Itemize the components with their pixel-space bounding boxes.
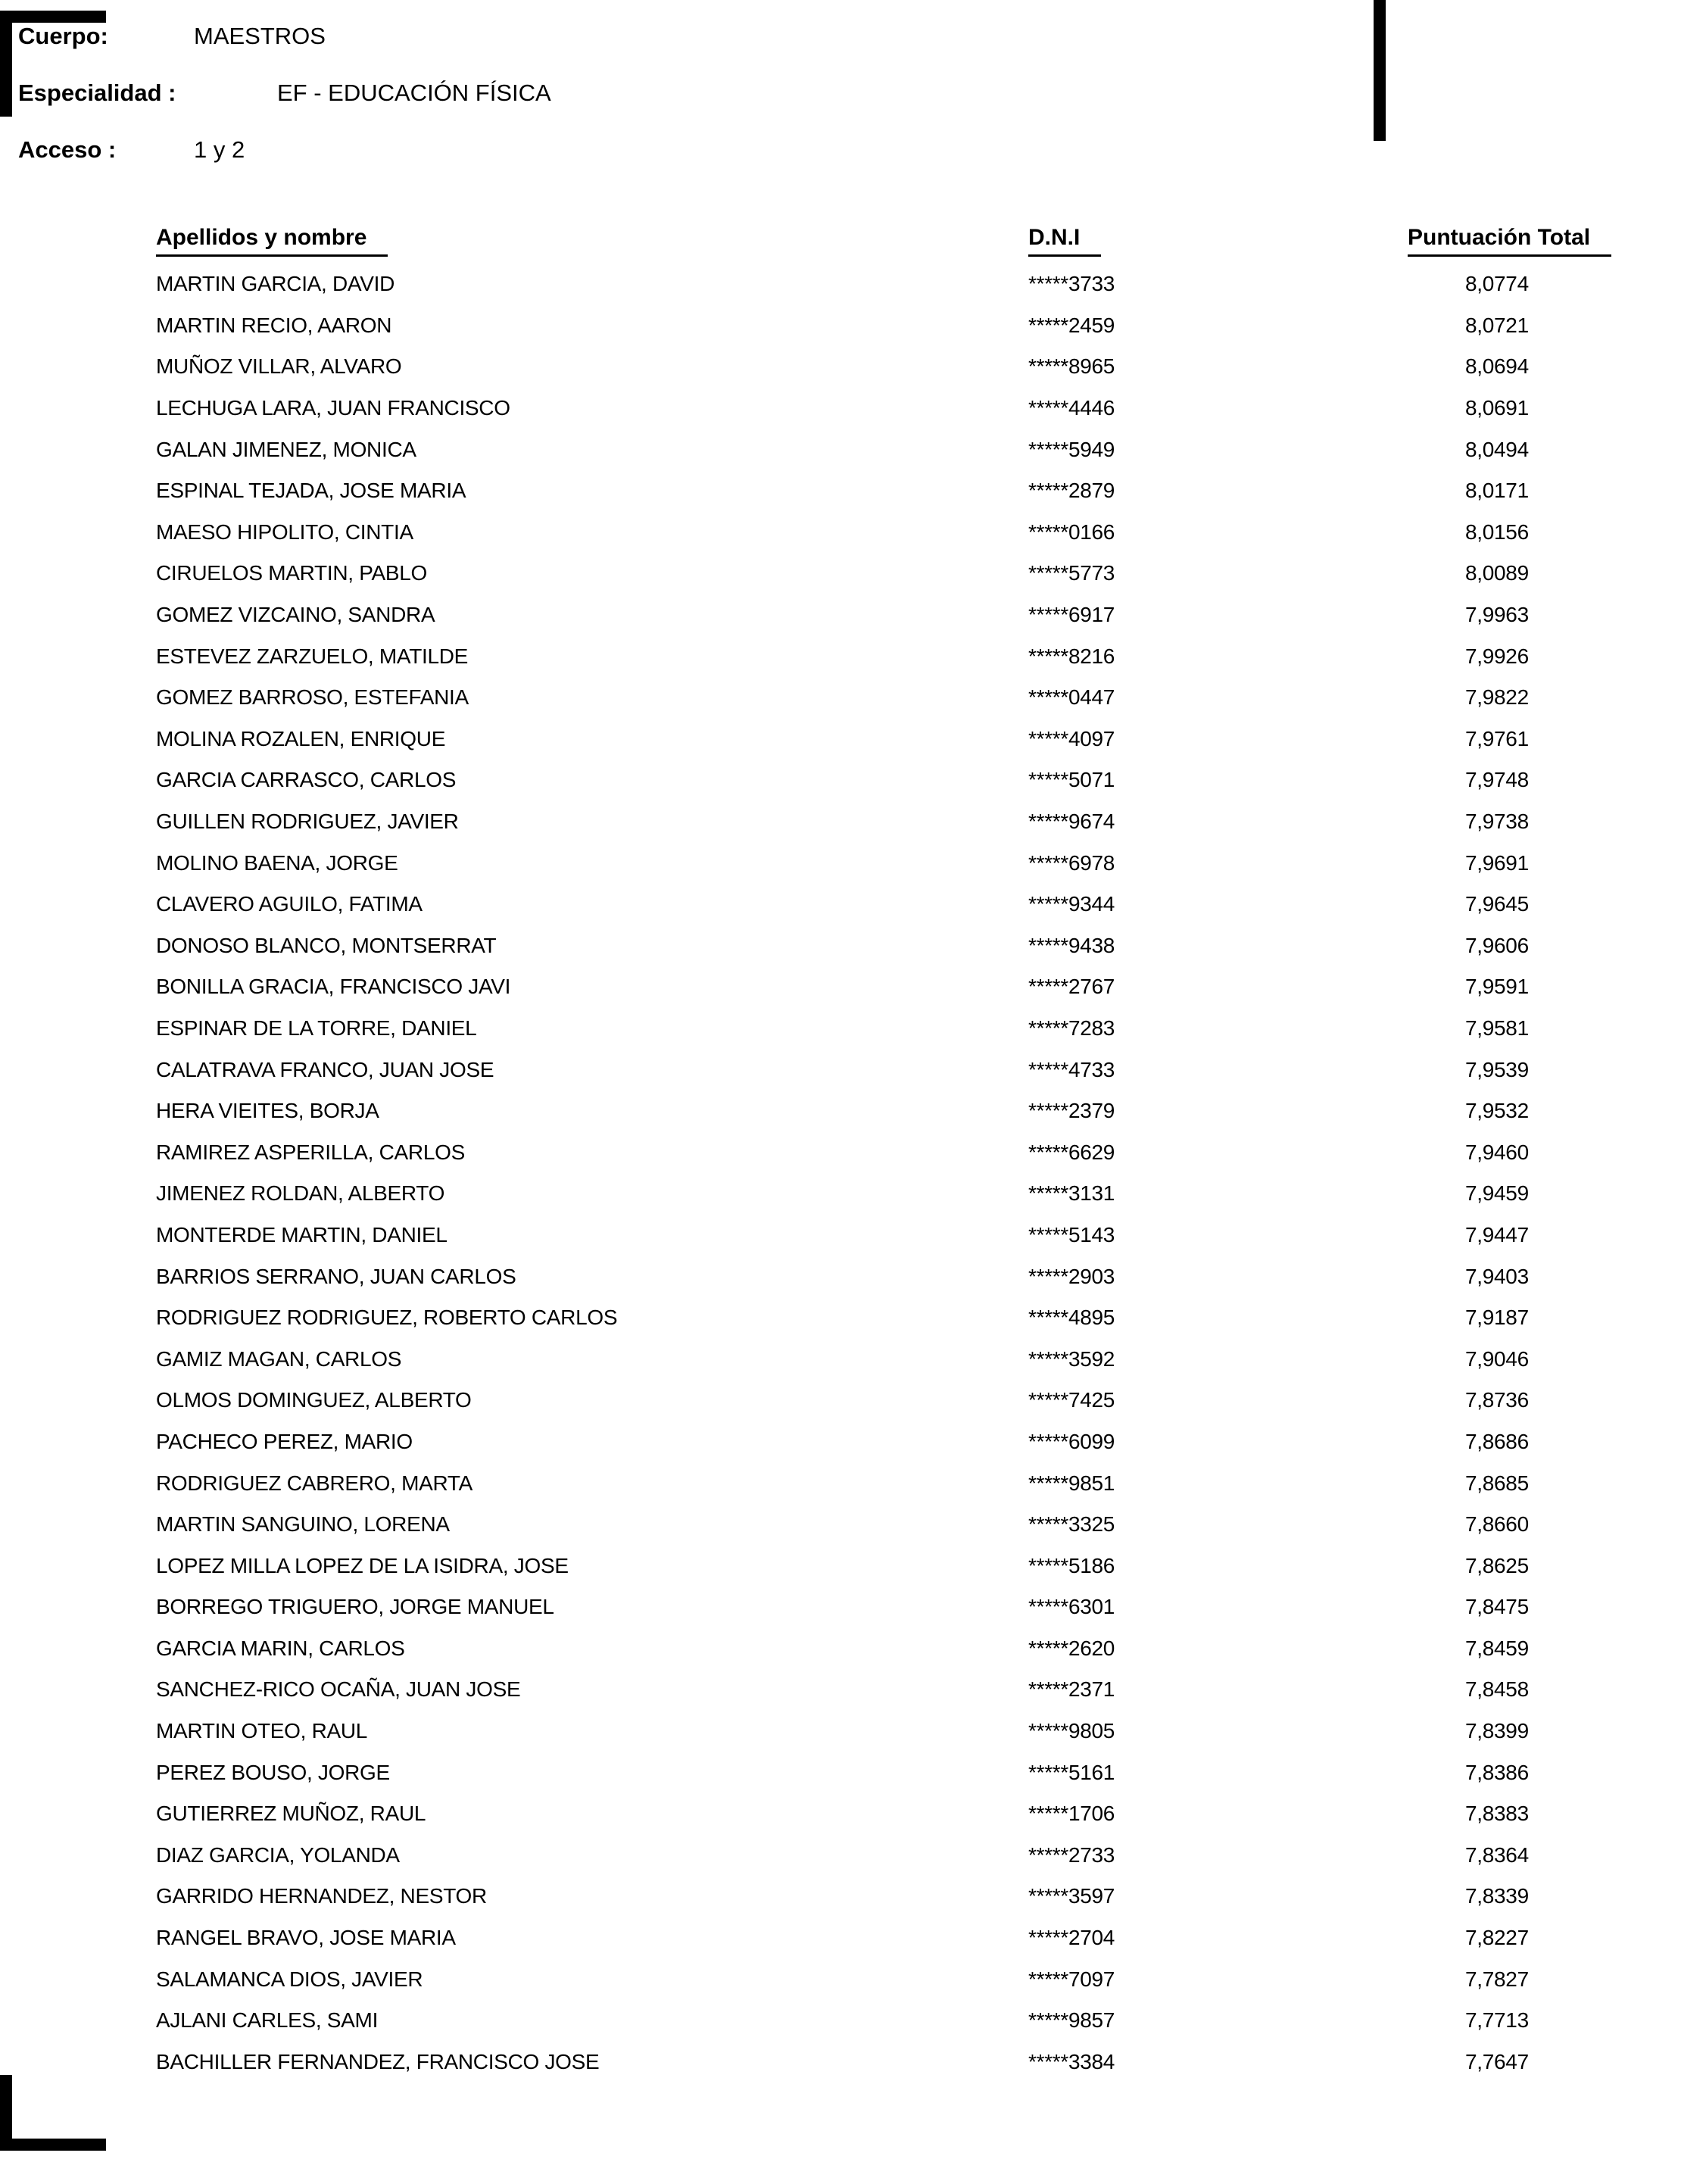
cell-name: MOLINO BAENA, JORGE [156, 850, 398, 875]
table-row [156, 1876, 1655, 1917]
cell-name: BARRIOS SERRANO, JUAN CARLOS [156, 1264, 516, 1288]
cell-name: RODRIGUEZ RODRIGUEZ, ROBERTO CARLOS [156, 1306, 618, 1330]
cell-dni: *****9438 [1028, 933, 1115, 957]
cell-score: 7,8364 [1465, 1842, 1529, 1867]
cell-name: AJLANI CARLES, SAMI [156, 2008, 379, 2033]
cell-name: CLAVERO AGUILO, FATIMA [156, 892, 423, 916]
cell-score: 7,9581 [1465, 1016, 1529, 1040]
cell-score: 8,0721 [1465, 313, 1529, 337]
cell-score: 7,8459 [1465, 1636, 1529, 1660]
cell-score: 7,9532 [1465, 1099, 1529, 1123]
cell-score: 7,9591 [1465, 975, 1529, 999]
table-row [156, 553, 1655, 594]
field-especialidad-value: EF - EDUCACIÓN FÍSICA [277, 80, 551, 106]
cell-dni: *****4733 [1028, 1057, 1115, 1081]
cell-score: 8,0694 [1465, 354, 1529, 379]
document-header [18, 21, 551, 192]
cell-name: HERA VIEITES, BORJA [156, 1099, 379, 1123]
table-header-row [156, 218, 1655, 264]
cell-score: 8,0171 [1465, 479, 1529, 503]
cell-dni: *****4446 [1028, 396, 1115, 420]
cell-name: GOMEZ BARROSO, ESTEFANIA [156, 685, 469, 710]
field-cuerpo-label: Cuerpo: [18, 23, 108, 49]
field-acceso-value: 1 y 2 [194, 136, 245, 163]
cell-dni: *****9851 [1028, 1471, 1115, 1495]
cell-name: BORREGO TRIGUERO, JORGE MANUEL [156, 1595, 554, 1619]
table-row [156, 2042, 1655, 2083]
cell-name: MAESO HIPOLITO, CINTIA [156, 519, 413, 544]
table-row [156, 635, 1655, 677]
table-row [156, 1917, 1655, 1959]
column-header-dni-cell [1028, 225, 1408, 257]
cell-score: 7,9403 [1465, 1264, 1529, 1288]
table-row [156, 1297, 1655, 1339]
results-table [156, 218, 1655, 2083]
cell-name: MARTIN GARCIA, DAVID [156, 272, 395, 296]
cell-dni: *****3597 [1028, 1884, 1115, 1908]
cell-name: SALAMANCA DIOS, JAVIER [156, 1967, 423, 1991]
table-row [156, 2000, 1655, 2042]
cell-dni: *****9344 [1028, 892, 1115, 916]
cell-score: 7,8383 [1465, 1802, 1529, 1826]
table-row [156, 1256, 1655, 1297]
cell-score: 7,8736 [1465, 1388, 1529, 1412]
cell-name: CIRUELOS MARTIN, PABLO [156, 561, 428, 585]
cell-name: BONILLA GRACIA, FRANCISCO JAVI [156, 975, 511, 999]
cell-score: 7,8625 [1465, 1553, 1529, 1577]
cell-dni: *****2459 [1028, 313, 1115, 337]
table-row [156, 1090, 1655, 1132]
table-row [156, 760, 1655, 801]
table-row [156, 1628, 1655, 1670]
cell-dni: *****2767 [1028, 975, 1115, 999]
cell-score: 7,9187 [1465, 1306, 1529, 1330]
table-row [156, 1008, 1655, 1050]
cell-dni: *****2379 [1028, 1099, 1115, 1123]
cell-name: MARTIN OTEO, RAUL [156, 1719, 368, 1743]
column-header-name-cell [156, 225, 1028, 257]
field-cuerpo [18, 21, 551, 51]
column-header-score-cell [1408, 225, 1655, 257]
cell-name: PACHECO PEREZ, MARIO [156, 1429, 413, 1453]
cell-name: MUÑOZ VILLAR, ALVARO [156, 354, 402, 379]
cell-name: DONOSO BLANCO, MONTSERRAT [156, 933, 497, 957]
table-row [156, 1338, 1655, 1380]
cell-dni: *****6301 [1028, 1595, 1115, 1619]
cell-score: 7,9539 [1465, 1057, 1529, 1081]
cell-dni: *****3325 [1028, 1512, 1115, 1537]
cell-dni: *****5186 [1028, 1553, 1115, 1577]
table-row [156, 677, 1655, 719]
cell-score: 7,9761 [1465, 726, 1529, 750]
column-header-score: Puntuación Total [1408, 225, 1611, 257]
cell-score: 8,0774 [1465, 272, 1529, 296]
cell-score: 7,8399 [1465, 1719, 1529, 1743]
cell-score: 7,8227 [1465, 1926, 1529, 1950]
corner-mark-bottom-left-horizontal [0, 2139, 106, 2151]
table-row [156, 470, 1655, 512]
table-row [156, 429, 1655, 470]
cell-score: 7,8386 [1465, 1760, 1529, 1784]
cell-name: RANGEL BRAVO, JOSE MARIA [156, 1926, 456, 1950]
table-row [156, 1421, 1655, 1463]
cell-dni: *****2704 [1028, 1926, 1115, 1950]
cell-dni: *****5071 [1028, 768, 1115, 792]
table-row [156, 1587, 1655, 1628]
table-row [156, 719, 1655, 760]
table-row [156, 388, 1655, 429]
table-row [156, 346, 1655, 388]
cell-score: 8,0089 [1465, 561, 1529, 585]
cell-name: ESTEVEZ ZARZUELO, MATILDE [156, 644, 469, 668]
cell-score: 7,8686 [1465, 1429, 1529, 1453]
cell-score: 7,7713 [1465, 2008, 1529, 2033]
cell-name: BACHILLER FERNANDEZ, FRANCISCO JOSE [156, 2049, 600, 2073]
table-row [156, 1958, 1655, 2000]
cell-name: GARRIDO HERNANDEZ, NESTOR [156, 1884, 487, 1908]
cell-name: PEREZ BOUSO, JORGE [156, 1760, 390, 1784]
cell-dni: *****9674 [1028, 810, 1115, 834]
cell-score: 7,8458 [1465, 1677, 1529, 1702]
cell-name: MARTIN SANGUINO, LORENA [156, 1512, 450, 1537]
cell-name: GUILLEN RODRIGUEZ, JAVIER [156, 810, 459, 834]
table-row [156, 1545, 1655, 1587]
table-row [156, 264, 1655, 305]
cell-score: 7,9459 [1465, 1181, 1529, 1206]
cell-score: 7,9738 [1465, 810, 1529, 834]
cell-score: 7,7827 [1465, 1967, 1529, 1991]
table-row [156, 512, 1655, 554]
corner-mark-top-left-vertical [0, 11, 12, 117]
cell-name: ESPINAR DE LA TORRE, DANIEL [156, 1016, 477, 1040]
cell-score: 8,0691 [1465, 396, 1529, 420]
cell-dni: *****7425 [1028, 1388, 1115, 1412]
cell-name: GALAN JIMENEZ, MONICA [156, 437, 416, 461]
cell-name: MOLINA ROZALEN, ENRIQUE [156, 726, 446, 750]
cell-dni: *****5161 [1028, 1760, 1115, 1784]
cell-score: 8,0494 [1465, 437, 1529, 461]
cell-dni: *****2879 [1028, 479, 1115, 503]
field-acceso-label: Acceso : [18, 136, 117, 163]
cell-dni: *****9805 [1028, 1719, 1115, 1743]
cell-score: 8,0156 [1465, 519, 1529, 544]
field-cuerpo-value: MAESTROS [194, 23, 326, 49]
field-acceso [18, 135, 551, 165]
cell-name: CALATRAVA FRANCO, JUAN JOSE [156, 1057, 494, 1081]
cell-name: RODRIGUEZ CABRERO, MARTA [156, 1471, 473, 1495]
cell-score: 7,9691 [1465, 850, 1529, 875]
cell-dni: *****2733 [1028, 1842, 1115, 1867]
cell-score: 7,8685 [1465, 1471, 1529, 1495]
table-row [156, 1380, 1655, 1421]
cell-name: GOMEZ VIZCAINO, SANDRA [156, 603, 435, 627]
cell-dni: *****2371 [1028, 1677, 1115, 1702]
table-row [156, 1462, 1655, 1504]
cell-score: 7,9460 [1465, 1140, 1529, 1164]
cell-name: DIAZ GARCIA, YOLANDA [156, 1842, 400, 1867]
cell-score: 7,8660 [1465, 1512, 1529, 1537]
cell-name: GARCIA CARRASCO, CARLOS [156, 768, 457, 792]
cell-name: MONTERDE MARTIN, DANIEL [156, 1222, 448, 1246]
results-table-body [156, 264, 1655, 2083]
table-row [156, 1049, 1655, 1090]
table-row [156, 966, 1655, 1008]
table-row [156, 884, 1655, 925]
cell-dni: *****5773 [1028, 561, 1115, 585]
table-row [156, 842, 1655, 884]
table-row [156, 305, 1655, 347]
cell-dni: *****3131 [1028, 1181, 1115, 1206]
cell-dni: *****1706 [1028, 1802, 1115, 1826]
cell-dni: *****7097 [1028, 1967, 1115, 1991]
cell-name: GAMIZ MAGAN, CARLOS [156, 1346, 402, 1371]
cell-dni: *****0166 [1028, 519, 1115, 544]
cell-dni: *****3384 [1028, 2049, 1115, 2073]
cell-name: LOPEZ MILLA LOPEZ DE LA ISIDRA, JOSE [156, 1553, 569, 1577]
cell-dni: *****4895 [1028, 1306, 1115, 1330]
cell-score: 7,9822 [1465, 685, 1529, 710]
table-row [156, 1215, 1655, 1256]
cell-score: 7,7647 [1465, 2049, 1529, 2073]
table-row [156, 1131, 1655, 1173]
cell-score: 7,9748 [1465, 768, 1529, 792]
cell-dni: *****6099 [1028, 1429, 1115, 1453]
cell-name: LECHUGA LARA, JUAN FRANCISCO [156, 396, 510, 420]
cell-dni: *****2620 [1028, 1636, 1115, 1660]
cell-name: GARCIA MARIN, CARLOS [156, 1636, 405, 1660]
cell-dni: *****4097 [1028, 726, 1115, 750]
cell-name: MARTIN RECIO, AARON [156, 313, 392, 337]
table-row [156, 1173, 1655, 1215]
column-header-dni: D.N.I [1028, 225, 1101, 257]
table-row [156, 925, 1655, 967]
cell-dni: *****6629 [1028, 1140, 1115, 1164]
cell-dni: *****6978 [1028, 850, 1115, 875]
cell-name: RAMIREZ ASPERILLA, CARLOS [156, 1140, 465, 1164]
cell-dni: *****0447 [1028, 685, 1115, 710]
table-row [156, 1711, 1655, 1752]
cell-dni: *****3733 [1028, 272, 1115, 296]
table-row [156, 1793, 1655, 1835]
cell-name: JIMENEZ ROLDAN, ALBERTO [156, 1181, 445, 1206]
cell-dni: *****3592 [1028, 1346, 1115, 1371]
cell-dni: *****6917 [1028, 603, 1115, 627]
cell-score: 7,9046 [1465, 1346, 1529, 1371]
cell-dni: *****8965 [1028, 354, 1115, 379]
cell-dni: *****8216 [1028, 644, 1115, 668]
cell-dni: *****7283 [1028, 1016, 1115, 1040]
cell-score: 7,9447 [1465, 1222, 1529, 1246]
cell-score: 7,9963 [1465, 603, 1529, 627]
table-row [156, 1669, 1655, 1711]
cell-dni: *****9857 [1028, 2008, 1115, 2033]
cell-score: 7,9926 [1465, 644, 1529, 668]
cell-score: 7,9606 [1465, 933, 1529, 957]
field-especialidad-label: Especialidad : [18, 80, 176, 106]
cell-dni: *****5143 [1028, 1222, 1115, 1246]
cell-score: 7,8339 [1465, 1884, 1529, 1908]
table-row [156, 1752, 1655, 1793]
column-header-name: Apellidos y nombre [156, 225, 388, 257]
table-row [156, 1835, 1655, 1877]
cell-score: 7,9645 [1465, 892, 1529, 916]
cell-name: GUTIERREZ MUÑOZ, RAUL [156, 1802, 426, 1826]
cell-name: ESPINAL TEJADA, JOSE MARIA [156, 479, 466, 503]
cell-dni: *****5949 [1028, 437, 1115, 461]
table-row [156, 594, 1655, 636]
cell-score: 7,8475 [1465, 1595, 1529, 1619]
cell-dni: *****2903 [1028, 1264, 1115, 1288]
cell-name: SANCHEZ-RICO OCAÑA, JUAN JOSE [156, 1677, 521, 1702]
table-row [156, 1504, 1655, 1546]
field-especialidad [18, 78, 551, 108]
mark-top-right-vertical [1374, 0, 1386, 141]
table-row [156, 801, 1655, 843]
cell-name: OLMOS DOMINGUEZ, ALBERTO [156, 1388, 472, 1412]
